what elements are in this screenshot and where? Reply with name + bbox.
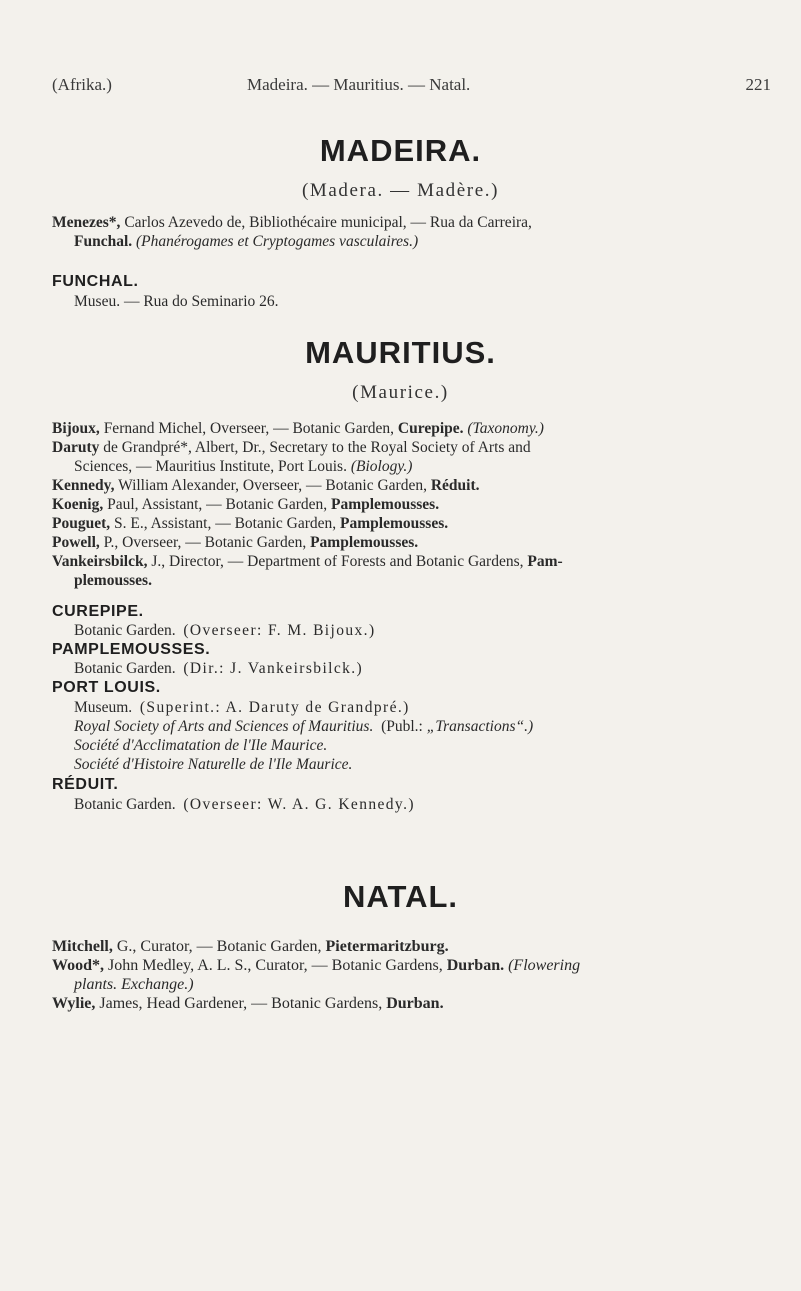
entry-kennedy: Kennedy, William Alexander, Overseer, — Botanic Garden, Réduit. [52,477,480,494]
running-head-center: Madeira. — Mauritius. — Natal. [247,75,471,94]
institution-line: Botanic Garden. (Dir.: J. Vankeirsbilck.) [74,660,364,677]
natal-entries [52,937,767,1013]
section-title-madeira: MADEIRA. [319,133,482,168]
entry-koenig: Koenig, Paul, Assistant, — Botanic Garden, Pamplemousses. [52,496,440,513]
entry-vankeirsbilck: Vankeirsbilck, J., Director, — Department of Forests and Botanic Gardens, Pam- plemousses. [52,553,563,589]
mauritius-entries [52,419,767,590]
entry-wood: Wood*, John Medley, A. L. S., Curator, — Botanic Gardens, Durban. (Flowering plants. Exchange.) [52,957,581,993]
city-heading-curepipe: CUREPIPE. [52,603,144,620]
section-subtitle-mauritius: (Maurice.) [352,382,449,403]
running-head-left: (Afrika.) [52,75,112,94]
city-heading-port-louis: PORT LOUIS. [52,679,161,696]
institution-line: Museum. (Superint.: A. Daruty de Grandpré.) [74,699,410,716]
city-heading-funchal: FUNCHAL. [52,273,139,290]
institution-line: Botanic Garden. (Overseer: W. A. G. Kennedy.) [74,796,415,813]
city-heading-reduit: RÉDUIT. [52,776,119,793]
entry-mitchell: Mitchell, G., Curator, — Botanic Garden, Pietermaritzburg. [52,938,449,955]
entry-text: Carlos Azevedo de, Bibliothécaire municipal, — Rua da Carreira, [124,214,532,231]
institution-line: Société d'Histoire Naturelle de l'Ile Maurice. [74,756,353,773]
madeira-entries [52,213,767,251]
entry-wylie: Wylie, James, Head Gardener, — Botanic Gardens, Durban. [52,995,444,1012]
entry-menezes [52,213,767,251]
entry-bijoux: Bijoux, Fernand Michel, Overseer, — Botanic Garden, Curepipe. (Taxonomy.) [52,420,544,437]
city-heading-pamplemousses: PAMPLEMOUSSES. [52,641,211,658]
page-number: 221 [745,75,771,94]
institution-museu: Museu. — Rua do Seminario 26. [74,293,279,310]
entry-powell: Powell, P., Overseer, — Botanic Garden, Pamplemousses. [52,534,419,551]
institution-line: Royal Society of Arts and Sciences of Mauritius. (Publ.: „Transactions“.) [74,718,534,735]
entry-continuation: Funchal. (Phanérogames et Cryptogames vasculaires.) [74,233,419,250]
section-subtitle-madeira: (Madera. — Madère.) [301,180,500,201]
entry-name: Menezes*, [52,214,121,231]
entry-daruty: Daruty de Grandpré*, Albert, Dr., Secretary to the Royal Society of Arts and Sciences, — Mauritius Institute, Port Louis. (Biology.) [52,439,531,475]
section-title-natal: NATAL. [342,879,459,914]
entry-pouguet: Pouguet, S. E., Assistant, — Botanic Garden, Pamplemousses. [52,515,449,532]
institution-line: Société d'Acclimatation de l'Ile Maurice. [74,737,328,754]
institution-line: Botanic Garden. (Overseer: F. M. Bijoux.) [74,622,376,639]
section-title-mauritius: MAURITIUS. [305,335,496,370]
